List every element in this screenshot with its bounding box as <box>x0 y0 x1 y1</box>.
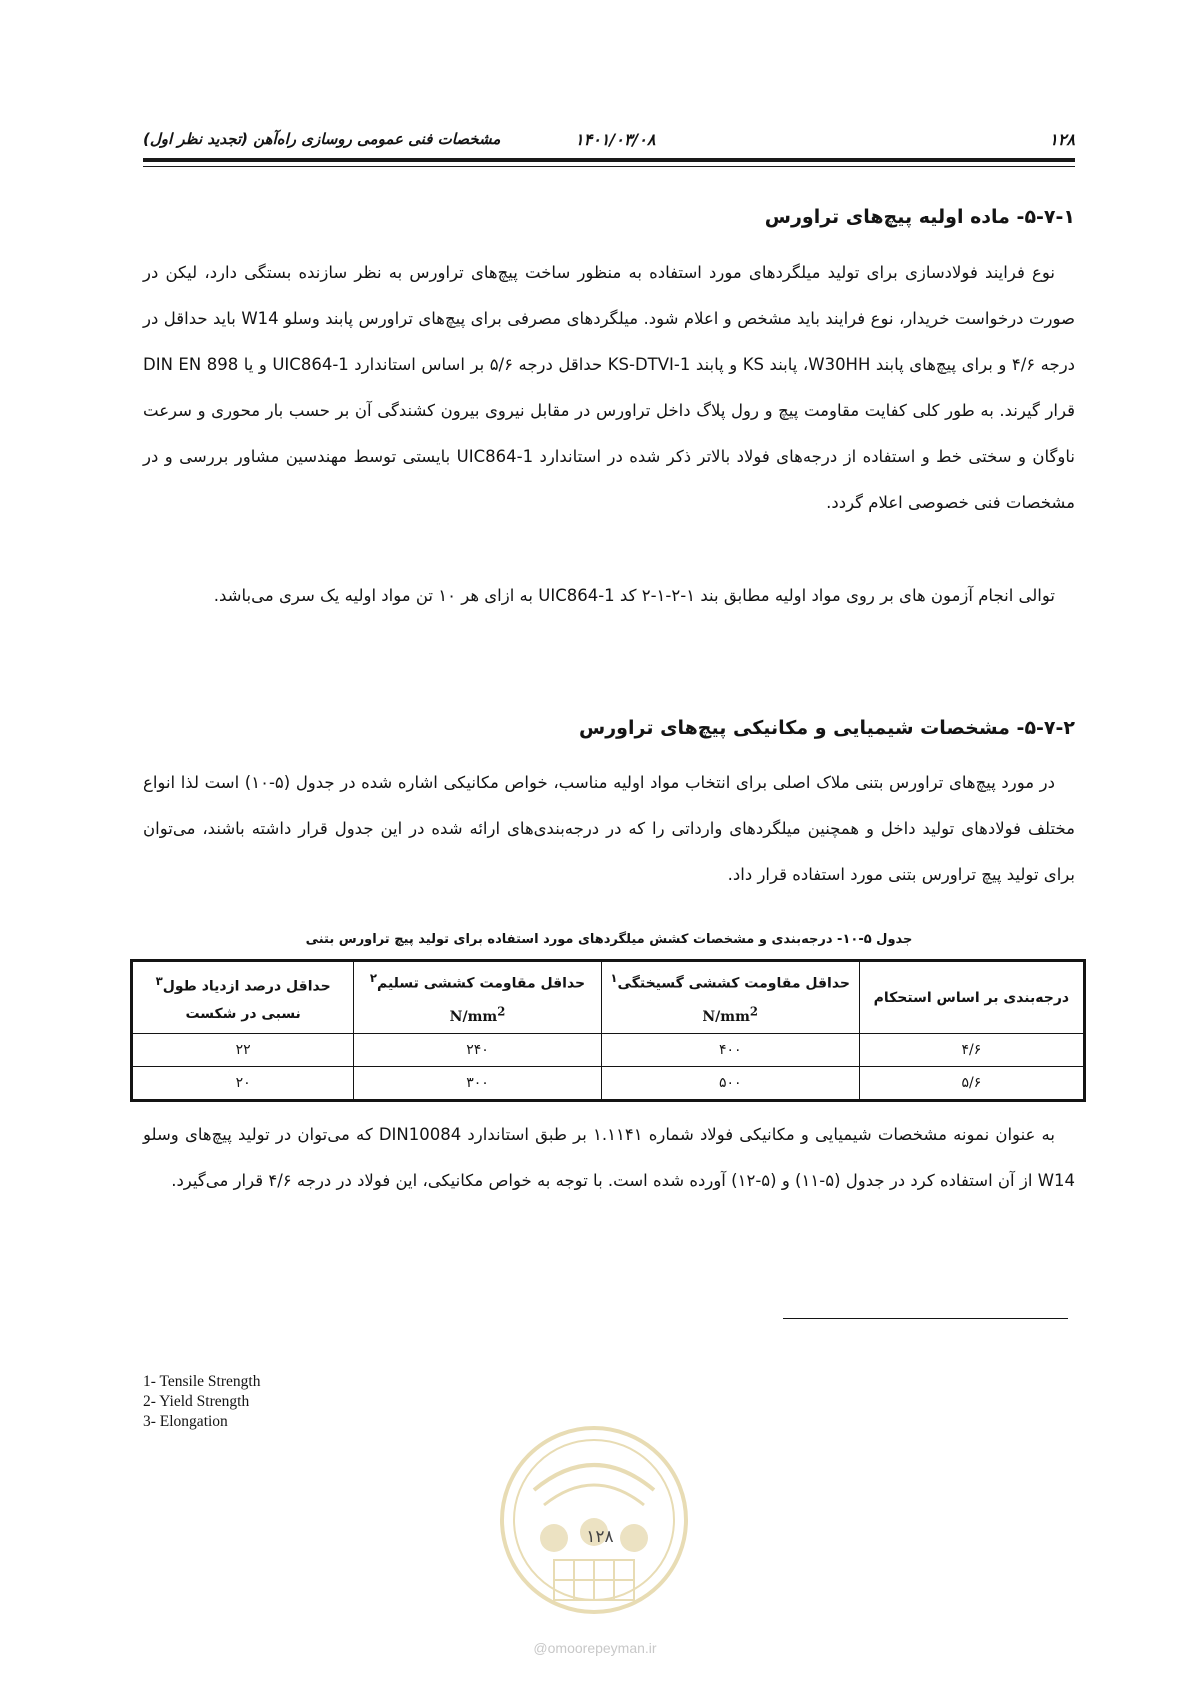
unit-label: $N/mm^2$ <box>702 1004 759 1026</box>
footnote-ref-1: ۱ <box>610 971 618 985</box>
table-row <box>132 1067 1085 1101</box>
paragraph-text: توالی انجام آزمون های بر روی مواد اولیه مطابق بند ۱-۲-۱-۲ کد UIC864-1 به ازای هر ۱۰ تن مواد اولیه یک سری می‌باشد. <box>213 586 1055 605</box>
paragraph-text: نوع فرایند فولادسازی برای تولید میلگردهای مورد استفاده به منظور ساخت پیچ‌های تراورس به نظر سازنده بستگی دارد، لیکن در صورت درخواست خریدار، نوع فرایند باید مشخص و اعلام شود. میلگردهای مصرفی برای پیچ‌های تراورس پابند وسلو W14 باید حداقل در درجه ۴/۶ و برای پیچ‌های پابند W30HH، پابند KS و پابند KS-DTVI-1 حداقل درجه ۵/۶ بر اساس استاندارد UIC864-1 و یا DIN EN 898 قرار گیرند. به طور کلی کفایت مقاومت پیچ و رول پلاگ داخل تراورس در مقابل نیروی بیرون کشندگی آن بر حسب بار محوری و سرعت ناوگان و سختی خط و استفاده از درجه‌های فولاد بالاتر ذکر شده در استاندارد UIC864-1 بایستی توسط مهندسین مشاور بررسی و در مشخصات فنی خصوصی اعلام گردد. <box>143 263 1076 512</box>
table-header-row <box>132 961 1085 1034</box>
cell-grade: ۵/۶ <box>859 1067 1084 1101</box>
footnote-separator <box>783 1318 1068 1319</box>
cell-yield: ۳۰۰ <box>354 1067 601 1101</box>
section-heading-chemical-mechanical: ۵-۷-۲- مشخصات شیمیایی و مکانیکی پیچ‌های تراورس <box>579 717 1075 739</box>
footnote-2: 2- Yield Strength <box>143 1393 250 1410</box>
header-title: مشخصات فنی عمومی روسازی راه‌آهن (تجدید نظر اول) <box>143 130 501 148</box>
table-caption: جدول ۵-۱۰- درجه‌بندی و مشخصات کشش میلگردهای مورد استفاده برای تولید پیچ تراورس بتنی <box>305 932 913 947</box>
footnote-ref-3: ۳ <box>155 973 163 988</box>
watermark-page-number: ۱۲۸ <box>586 1527 614 1547</box>
footnote-ref-2: ۲ <box>369 971 377 985</box>
header-elongation: حداقل درصد ازدیاد طول$^۳$ نسبی در شکست <box>132 961 354 1034</box>
paragraph-test-sequence <box>143 573 1075 619</box>
header-date: ۱۴۰۱/۰۳/۰۸ <box>575 130 656 149</box>
paragraph-text: به عنوان نمونه مشخصات شیمیایی و مکانیکی فولاد شماره ۱.۱۱۴۱ بر طبق استاندارد DIN10084 که می‌توان در تولید پیچ‌های وسلو W14 از آن استفاده کرد در جدول (۵-۱۱) و (۵-۱۲) آورده شده است. با توجه به خواص مکانیکی، این فولاد در درجه ۴/۶ قرار می‌گیرد. <box>143 1125 1075 1190</box>
cell-grade: ۴/۶ <box>859 1034 1084 1067</box>
watermark-logo <box>494 1420 694 1620</box>
paragraph-text: در مورد پیچ‌های تراورس بتنی ملاک اصلی برای انتخاب مواد اولیه مناسب، خواص مکانیکی اشاره شده در جدول (۵-۱۰) است لذا انواع مختلف فولادهای تولید داخل و همچنین میلگردهای وارداتی را که در درجه‌بندی‌های ارائه شده در این جدول قرار داشته باشند، می‌توان برای تولید پیچ تراورس بتنی مورد استفاده قرار داد. <box>143 773 1075 884</box>
header-page-number: ۱۲۸ <box>1049 130 1075 149</box>
table-row <box>132 1034 1085 1067</box>
header-tensile-strength: حداقل مقاومت کششی گسیختگی$^۱$ $N/mm^2$ <box>601 961 859 1034</box>
page-header <box>143 118 1075 162</box>
footnote-1: 1- Tensile Strength <box>143 1373 261 1390</box>
header-grade: درجه‌بندی بر اساس استحکام <box>859 961 1084 1034</box>
paragraph-steel-example <box>143 1112 1075 1204</box>
cell-elongation: ۲۲ <box>132 1034 354 1067</box>
footnote-3: 3- Elongation <box>143 1413 228 1430</box>
cell-tensile: ۵۰۰ <box>601 1067 859 1101</box>
grade-table <box>130 959 1086 1102</box>
section-heading-raw-material: ۵-۷-۱- ماده اولیه پیچ‌های تراورس <box>764 206 1075 228</box>
unit-label: $N/mm^2$ <box>449 1004 506 1026</box>
cell-yield: ۲۴۰ <box>354 1034 601 1067</box>
paragraph-raw-material <box>143 250 1075 526</box>
header-yield-strength: حداقل مقاومت کششی تسلیم$^۲$ $N/mm^2$ <box>354 961 601 1034</box>
footnotes <box>143 1372 260 1432</box>
paragraph-mechanical-criteria <box>143 760 1075 898</box>
cell-elongation: ۲۰ <box>132 1067 354 1101</box>
cell-tensile: ۴۰۰ <box>601 1034 859 1067</box>
watermark-url: @omoorepeyman.ir <box>533 1640 657 1656</box>
